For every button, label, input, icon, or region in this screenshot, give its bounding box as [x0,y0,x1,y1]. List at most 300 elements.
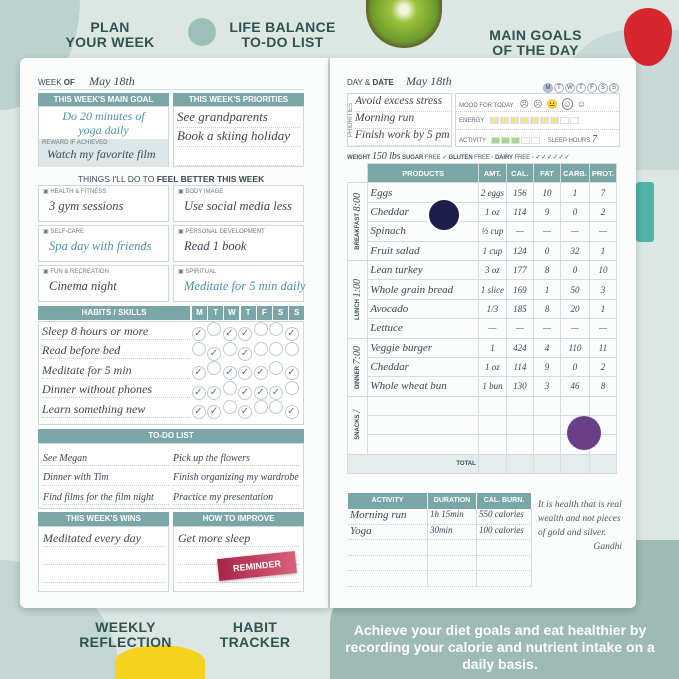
habit-check-empty[interactable] [254,322,268,336]
energy-level-cell[interactable] [570,117,579,124]
category-value[interactable]: Spa day with friends [49,239,152,253]
feel-better-prefix: THINGS I'LL DO TO [77,174,157,184]
habit-check-checked[interactable]: ✓ [269,386,283,400]
mood-face-icon[interactable]: ☹ [519,99,530,109]
activity-cell[interactable] [477,540,532,556]
mood-box [455,93,620,147]
category-self-care [38,225,169,262]
food-header-cell: CARB. [561,164,590,183]
main-goal-value[interactable]: Do 20 minutes of yoga daily [62,109,145,137]
habits-header: HABITS / SKILLS [38,306,190,320]
umbrella-icon: ▣ [43,269,49,275]
food-cell[interactable]: 3 oz [478,260,506,279]
food-cell[interactable]: 1 [533,280,560,299]
energy-level-cell[interactable] [520,117,529,124]
habit-name[interactable]: Learn something new [42,402,190,418]
todo-item[interactable]: Dinner with Tim [43,466,169,485]
habit-row [39,361,303,381]
mood-face-icon[interactable]: ☺ [576,99,587,109]
category-health-fitness [38,185,169,222]
todo-item[interactable]: Finish organizing my wardrobe [173,466,299,485]
food-cell[interactable]: Lettuce [368,319,478,338]
food-cell[interactable]: 1 [561,183,590,202]
energy-level-cell[interactable] [550,117,559,124]
activity-cell[interactable] [428,571,477,587]
food-cell[interactable]: ½ cup [478,222,506,241]
activity-header-cell: CAL. BURN. [477,493,532,509]
day-priority-item[interactable]: Finish work by 5 pm [355,129,450,146]
food-cell[interactable]: Eggs [368,183,478,202]
food-cell[interactable]: 8 [533,299,560,318]
meal-label [348,260,368,338]
food-cell[interactable]: 10 [533,183,560,202]
category-label: BODY IMAGE [185,189,224,195]
wins-box [38,526,169,592]
food-cell[interactable]: Spinach [368,222,478,241]
habit-check-checked[interactable]: ✓ [254,366,268,380]
meal-time[interactable]: / [352,410,364,414]
habit-check-checked[interactable]: ✓ [223,327,237,341]
food-cell[interactable]: 1/3 [478,299,506,318]
food-cell[interactable] [589,396,616,415]
habit-check-checked[interactable]: ✓ [192,386,206,400]
food-cell[interactable] [478,435,506,454]
energy-level-cell[interactable] [540,117,549,124]
activity-cell[interactable]: 100 calories [477,525,532,541]
total-row [348,454,617,473]
activity-row [348,509,532,525]
category-label: HEALTH & FITNESS [50,189,107,195]
habit-check-checked[interactable]: ✓ [192,327,206,341]
todo-item[interactable]: See Megan [43,447,169,466]
total-label: TOTAL [348,454,479,473]
food-cell[interactable] [533,396,560,415]
food-cell[interactable]: 130 [507,377,534,396]
food-cell[interactable]: 124 [507,241,534,260]
weekday-1[interactable]: T [554,83,564,93]
habit-check-empty[interactable] [207,361,221,375]
activity-cell[interactable] [477,556,532,572]
food-cell[interactable]: 169 [507,280,534,299]
food-cell[interactable]: 50 [561,280,590,299]
food-cell[interactable]: 4 [533,338,560,357]
food-row [348,241,617,260]
food-cell[interactable] [368,396,478,415]
category-value[interactable]: Read 1 book [184,239,247,253]
improve-header: HOW TO IMPROVE [173,512,304,526]
habit-row [39,342,303,362]
weight-value[interactable]: 150 lbs [371,151,401,162]
day-priority-item[interactable]: Avoid excess stress [355,95,450,112]
food-cell[interactable]: 2 eggs [478,183,506,202]
main-goal-box [38,106,169,167]
week-of-row [38,74,304,90]
food-cell[interactable]: — [533,319,560,338]
energy-level-cell[interactable] [490,117,499,124]
food-cell[interactable] [368,435,478,454]
activity-cell[interactable] [477,571,532,587]
act-level-cell[interactable] [531,137,540,144]
food-cell[interactable]: 1 [589,241,616,260]
habit-name[interactable]: Dinner without phones [42,382,190,398]
activity-cell[interactable] [348,556,428,572]
meal-time[interactable]: 1:00 [352,278,364,298]
food-cell[interactable]: — [533,222,560,241]
activity-table [348,493,532,587]
habit-check-empty[interactable] [269,361,283,375]
category-label: SELF-CARE [50,229,85,235]
water-tracker[interactable]: ✓✓✓✓✓✓ [535,154,570,161]
activity-header-row [348,493,532,509]
lotus-icon: ▣ [178,269,184,275]
mood-face-icon[interactable]: ☺ [562,99,572,109]
sugar-label: SUGAR [402,155,424,161]
habit-row [39,381,303,401]
priorities-box [173,106,304,167]
food-cell[interactable]: — [478,319,506,338]
food-cell[interactable]: 114 [507,202,534,221]
habit-check-checked[interactable]: ✓ [238,366,252,380]
food-cell[interactable]: 0 [561,357,590,376]
diet-row: WEIGHT 150 lbs SUGAR FREE ✓ GLUTEN FREE ▫ DAIRY FREE ▫ ✓✓✓✓✓✓ [347,151,570,162]
activity-header-cell: ACTIVITY [348,493,428,509]
habit-check-checked[interactable]: ✓ [238,405,252,419]
food-cell[interactable]: 0 [533,241,560,260]
food-cell[interactable]: — [561,222,590,241]
food-cell[interactable] [561,396,590,415]
dairy-label: DAIRY [494,155,513,161]
priorities-header: THIS WEEK'S PRIORITIES [173,93,304,106]
food-cell[interactable]: 1 oz [478,357,506,376]
food-cell[interactable]: 1 cup [478,241,506,260]
category-value[interactable]: Use social media less [184,199,292,213]
reward-label: REWARD IF ACHIEVED [42,140,108,146]
todo-item[interactable]: Find films for the film night [43,486,169,505]
food-cell[interactable]: 32 [561,241,590,260]
habit-check-empty[interactable] [192,342,206,356]
food-cell[interactable]: 1 [478,338,506,357]
healthy-sticker [427,198,461,232]
bookmark-ribbon [636,182,654,242]
food-cell[interactable]: 8 [589,377,616,396]
food-cell[interactable]: 1 [589,299,616,318]
tagline: Achieve your diet goals and eat healthier by recording your calorie and nutrient intake on a daily basis. [345,622,655,672]
habit-name[interactable]: Sleep 8 hours or more [42,324,190,340]
category-personal-development [173,225,304,262]
main-goal-header: THIS WEEK'S MAIN GOAL [38,93,169,106]
day-label: DAY & [347,78,371,87]
improve-value[interactable]: Get more sleep [178,531,299,547]
habit-check-empty[interactable] [254,342,268,356]
background-circle [188,18,216,46]
food-cell[interactable]: — [507,222,534,241]
habit-row [39,400,303,420]
wins-header: THIS WEEK'S WINS [38,512,169,526]
activity-label: ACTIVITY [459,138,487,144]
mood-face-icon[interactable]: 😐 [546,99,558,109]
food-row [348,299,617,318]
priorities-label: PRIORITIES [348,102,354,137]
activity-row [348,525,532,541]
food-cell[interactable]: Whole wheat bun [368,377,478,396]
food-header-row [348,164,617,183]
meal-name: DINNER [355,365,362,389]
day-priority-item[interactable]: Morning run [355,112,450,129]
habit-check-checked[interactable]: ✓ [207,347,221,361]
food-cell[interactable]: 46 [561,377,590,396]
food-cell[interactable]: 3 [533,377,560,396]
week-of-value[interactable]: May 18th [89,74,135,88]
weekday-0[interactable]: M [543,83,553,93]
habit-check-empty[interactable] [223,381,237,395]
meal-label [348,338,368,396]
food-cell[interactable]: 1 bun [478,377,506,396]
energy-level-cell[interactable] [560,117,569,124]
week-of-bold: OF [63,78,75,87]
act-level-cell[interactable] [491,137,500,144]
habit-check-checked[interactable]: ✓ [207,386,221,400]
food-cell[interactable] [533,416,560,435]
food-cell[interactable]: 0 [561,260,590,279]
weekday-3[interactable]: T [576,83,586,93]
energy-row [456,112,619,130]
category-spiritual [173,265,304,302]
callout-habit-tracker: HABIT TRACKER [219,619,291,650]
food-cell[interactable]: Cheddar [368,202,478,221]
date-label: DATE [372,78,394,87]
food-cell[interactable]: 20 [561,299,590,318]
food-cell[interactable]: — [507,319,534,338]
quote [538,498,622,554]
mood-face-icon[interactable]: ☹ [533,99,543,109]
activity-cell[interactable] [428,556,477,572]
food-cell[interactable]: 110 [561,338,590,357]
food-header-cell: AMT. [478,164,506,183]
mood-row [456,94,619,112]
bath-icon: ▣ [43,229,49,235]
total-cell[interactable] [478,454,506,473]
activity-cell[interactable] [428,540,477,556]
activity-cell[interactable] [348,571,428,587]
category-label: SPIRITUAL [185,269,217,275]
category-value[interactable]: Meditate for 5 min daily [184,279,306,293]
food-cell[interactable]: Cheddar [368,357,478,376]
energy-level-cell[interactable] [530,117,539,124]
habit-day-header: S [273,306,288,320]
activity-row [348,540,532,556]
activity-header-cell: DURATION [428,493,477,509]
habit-check-empty[interactable] [207,322,221,336]
activity-row [456,130,619,147]
food-cell[interactable]: 8 [533,260,560,279]
weight-label: WEIGHT [347,155,371,161]
habit-check-checked[interactable]: ✓ [192,366,206,380]
food-row [348,202,617,221]
food-row [348,338,617,357]
food-cell[interactable]: 114 [507,357,534,376]
dairy-free: FREE [514,155,531,161]
meal-name: LUNCH [355,298,362,320]
food-cell[interactable]: 9 [533,357,560,376]
wins-value[interactable]: Meditated every day [43,531,164,547]
gluten-label: GLUTEN [448,155,473,161]
gluten-free: FREE [474,155,490,161]
food-cell[interactable] [368,416,478,435]
date-value[interactable]: May 18th [405,74,452,88]
weekday-2[interactable]: W [565,83,575,93]
habit-check-checked[interactable]: ✓ [285,405,299,419]
act-level-cell[interactable] [511,137,520,144]
act-level-cell[interactable] [521,137,530,144]
food-cell[interactable] [507,435,534,454]
habit-check-empty[interactable] [285,381,299,395]
habit-check-empty[interactable] [254,400,268,414]
food-cell[interactable]: 424 [507,338,534,357]
food-cell[interactable]: 1 oz [478,202,506,221]
food-cell[interactable]: 11 [589,338,616,357]
food-cell[interactable]: 185 [507,299,534,318]
energy-label: ENERGY [459,118,485,125]
sleep-label: SLEEP HOURS [547,138,591,144]
food-row [348,319,617,338]
food-cell[interactable]: 177 [507,260,534,279]
total-cell[interactable] [561,454,590,473]
weekday-5[interactable]: S [598,83,608,93]
book-icon: ▣ [178,229,184,235]
food-cell[interactable]: Fruit salad [368,241,478,260]
act-level-cell[interactable] [501,137,510,144]
food-cell[interactable]: 1 slice [478,280,506,299]
priority-item[interactable]: Book a skiing holiday [177,128,300,147]
habit-check-checked[interactable]: ✓ [238,347,252,361]
activity-cell[interactable]: 1h 15min [428,509,477,525]
food-cell[interactable]: — [589,319,616,338]
food-cell[interactable]: — [561,319,590,338]
activity-cell[interactable] [348,540,428,556]
habit-check-empty[interactable] [269,342,283,356]
habit-check-empty[interactable] [223,342,237,356]
habit-check-empty[interactable] [269,322,283,336]
food-cell[interactable]: — [589,222,616,241]
sleep-value[interactable]: 7 [591,134,597,145]
food-cell[interactable]: 2 [589,357,616,376]
habit-day-header: W [224,306,239,320]
habit-check-empty[interactable] [223,400,237,414]
callout-life-balance: LIFE BALANCE TO-DO LIST [229,19,336,50]
habit-check-checked[interactable]: ✓ [285,366,299,380]
activity-cell[interactable]: Yoga [348,525,428,541]
food-cell[interactable] [507,416,534,435]
food-cell[interactable]: 0 [561,202,590,221]
day-priorities-box [347,93,452,147]
todo-box [38,443,304,509]
reminder-sticker: REMINDER [217,551,297,581]
habit-day-header: M [192,306,207,320]
activity-cell[interactable]: 550 calories [477,509,532,525]
food-row [348,396,617,415]
meal-time[interactable]: 7:00 [352,345,364,364]
habit-check-empty[interactable] [269,400,283,414]
habit-check-checked[interactable]: ✓ [254,386,268,400]
todo-header: TO-DO LIST [38,429,304,443]
food-header-cell: CAL. [507,164,534,183]
activity-row [348,556,532,572]
food-row [348,280,617,299]
food-cell[interactable]: 3 [589,280,616,299]
habit-check-checked[interactable]: ✓ [238,386,252,400]
food-cell[interactable]: 10 [589,260,616,279]
activity-cell[interactable]: Morning run [348,509,428,525]
quote-author: Gandhi [593,542,622,552]
habit-check-checked[interactable]: ✓ [285,327,299,341]
priority-item[interactable] [177,147,300,166]
food-cell[interactable]: Veggie burger [368,338,478,357]
food-cell[interactable] [533,435,560,454]
meal-label [348,183,368,261]
habit-check-empty[interactable] [285,342,299,356]
week-of-label: WEEK [38,78,62,87]
weekday-6[interactable]: S [609,83,619,93]
habit-check-checked[interactable]: ✓ [207,405,221,419]
day-date-row [347,74,527,89]
reward-value[interactable]: Watch my favorite film [47,147,156,161]
food-cell[interactable]: Whole grain bread [368,280,478,299]
food-cell[interactable] [507,396,534,415]
food-row [348,377,617,396]
todo-item[interactable]: Pick up the flowers [173,447,299,466]
food-cell[interactable]: 156 [507,183,534,202]
priority-item[interactable]: See grandparents [177,109,300,128]
meal-name: SNACKS [355,414,362,441]
habit-check-checked[interactable]: ✓ [192,405,206,419]
total-cell[interactable] [507,454,534,473]
sugar-free: FREE [424,155,441,161]
habit-day-header: S [289,306,304,320]
habit-check-checked[interactable]: ✓ [238,327,252,341]
sugar-check[interactable]: ✓ [441,155,447,161]
energy-level-cell[interactable] [510,117,519,124]
energy-level-cell[interactable] [500,117,509,124]
total-cell[interactable] [533,454,560,473]
meal-time[interactable]: 8:00 [352,193,364,212]
meal-label [348,396,368,454]
food-row [348,222,617,241]
food-cell[interactable]: 7 [589,183,616,202]
category-fun-recreation [38,265,169,302]
total-cell[interactable] [589,454,616,473]
category-body-image [173,185,304,222]
food-cell[interactable]: Avocado [368,299,478,318]
habit-check-checked[interactable]: ✓ [223,366,237,380]
habit-name[interactable]: Read before bed [42,343,190,359]
food-cell[interactable]: Lean turkey [368,260,478,279]
food-cell[interactable]: 2 [589,202,616,221]
weekday-4[interactable]: F [587,83,597,93]
food-cell[interactable] [478,396,506,415]
habit-day-header: T [208,306,223,320]
habit-name[interactable]: Meditate for 5 min [42,363,190,379]
callout-plan-your-week: PLAN YOUR WEEK [65,19,155,50]
category-value[interactable]: Cinema night [49,279,117,293]
callout-main-goals: MAIN GOALS OF THE DAY [489,27,582,58]
weekday-selector [543,76,620,94]
food-cell[interactable] [478,416,506,435]
activity-cell[interactable]: 30min [428,525,477,541]
todo-item[interactable]: Practice my presentation [173,486,299,505]
kiwi-image [366,0,442,48]
food-cell[interactable]: 9 [533,202,560,221]
category-value[interactable]: 3 gym sessions [49,199,124,213]
